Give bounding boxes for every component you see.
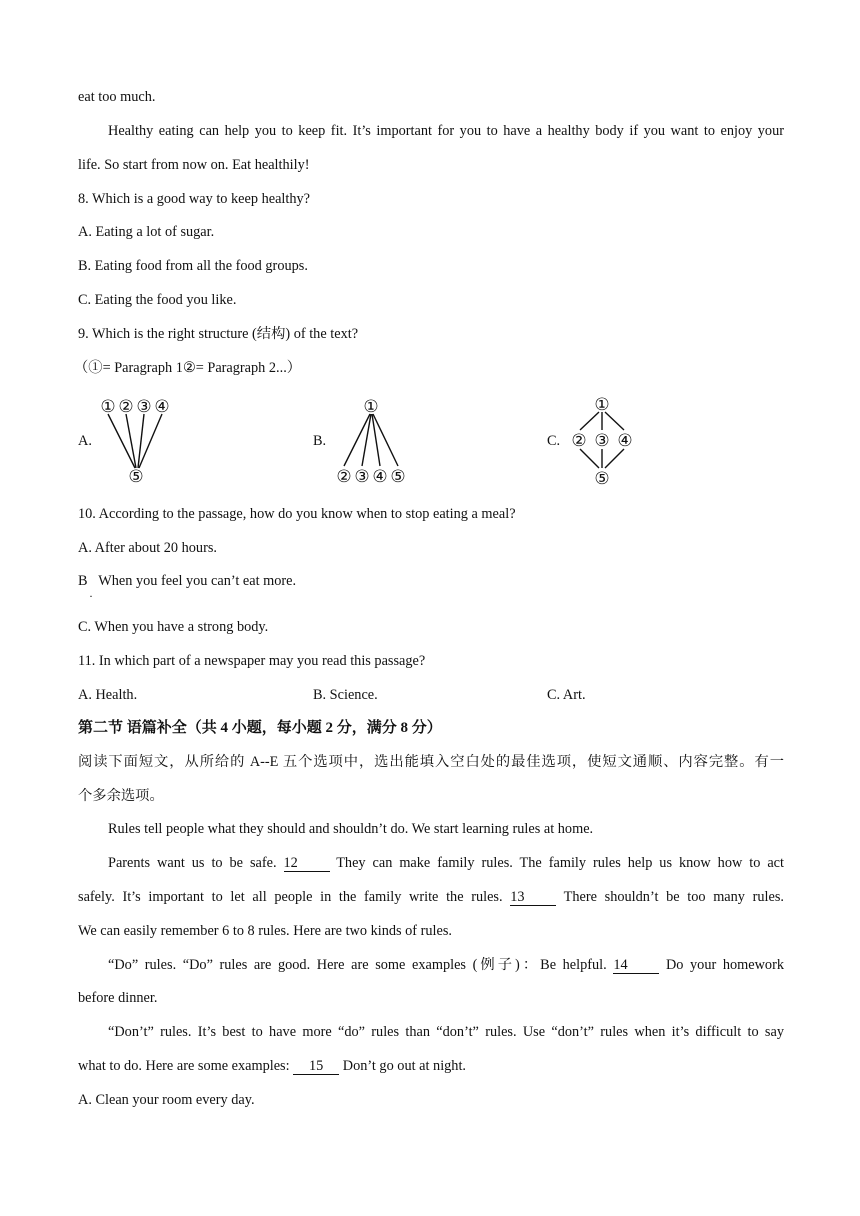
question-8-stem: 8. Which is a good way to keep healthy? [78, 191, 310, 207]
question-9-note: （①= Paragraph 1②= Paragraph 2...） [74, 360, 302, 376]
text-segment: “Do” rules. “Do” rules are good. Here are some examples (例子)：Be helpful. [108, 957, 607, 973]
text-segment: what to do. Here are some examples: [78, 1058, 290, 1074]
option-b-letter: B [78, 573, 88, 589]
question-10-option-b [78, 571, 296, 591]
paragraph-3-node: ③ [354, 467, 370, 487]
structure-diagram-c [566, 392, 638, 490]
paragraph-1-node: ① [594, 395, 610, 415]
paragraph-4-node: ④ [372, 467, 388, 487]
paragraph-3-node: ③ [136, 397, 152, 417]
question-9-stem: 9. Which is the right structure (结构) of the text? [78, 326, 359, 342]
section-heading: 第二节 语篇补全（共 4 小题，每小题 2 分，满分 8 分） [78, 720, 442, 736]
paragraph-3-node: ③ [594, 431, 610, 451]
question-11-stem: 11. In which part of a newspaper may you read this passage? [78, 653, 426, 669]
question-9-option-b-label: B. [313, 433, 327, 449]
text-segment: Do your homework [665, 957, 784, 973]
section-instructions: 个多余选项。 [78, 788, 164, 804]
question-10-option-c: C. When you have a strong body. [78, 619, 269, 635]
paragraph-2-node: ② [118, 397, 134, 417]
question-11-option-a: A. Health. [78, 687, 138, 703]
option-a: A. Clean your room every day. [78, 1092, 255, 1108]
passage-paragraph-2 [108, 853, 784, 873]
blank-12[interactable]: 12 [284, 855, 330, 872]
passage-paragraph-2: We can easily remember 6 to 8 rules. Here are two kinds of rules. [78, 923, 453, 939]
paragraph-5-node: ⑤ [594, 469, 610, 489]
paragraph-1-node: ① [100, 397, 116, 417]
question-10-option-a: A. After about 20 hours. [78, 540, 217, 556]
blank-14[interactable]: 14 [613, 957, 659, 974]
text-segment: There shouldn’t be too many rules. [563, 889, 784, 905]
paragraph-5-node: ⑤ [128, 467, 144, 487]
question-8-option-c: C. Eating the food you like. [78, 292, 237, 308]
passage-line: Healthy eating can help you to keep fit. It’s important for you to have a healthy body if you want to enjoy your [108, 123, 784, 139]
paragraph-4-node: ④ [154, 397, 170, 417]
passage-paragraph-1: Rules tell people what they should and shouldn’t do. We start learning rules at home. [108, 821, 594, 837]
question-11-option-c: C. Art. [547, 687, 586, 703]
section-instructions: 阅读下面短文，从所给的 A--E 五个选项中，选出能填入空白处的最佳选项，使短文通顺、内容完整。有一 [78, 754, 784, 770]
structure-diagram-a [98, 394, 178, 488]
paragraph-2-node: ② [336, 467, 352, 487]
option-b-dot: · [89, 589, 93, 603]
question-9-option-a-label: A. [78, 433, 92, 449]
option-b-text: When you feel you can’t eat more. [98, 573, 297, 589]
passage-paragraph-4: “Don’t” rules. It’s best to have more “do” rules than “don’t” rules. Use “don’t” rules when it’s difficult to say [108, 1024, 784, 1040]
passage-line: eat too much. [78, 89, 156, 105]
paragraph-4-node: ④ [617, 431, 633, 451]
paragraph-1-node: ① [363, 397, 379, 417]
question-11-option-b: B. Science. [313, 687, 378, 703]
text-segment: They can make family rules. The family rules help us know how to act [336, 855, 784, 871]
question-9-option-c-label: C. [547, 433, 561, 449]
structure-diagram-b [332, 394, 412, 488]
text-segment: Don’t go out at night. [342, 1058, 467, 1074]
paragraph-2-node: ② [571, 431, 587, 451]
passage-line: life. So start from now on. Eat healthily! [78, 157, 310, 173]
blank-15[interactable]: 15 [293, 1058, 339, 1075]
passage-paragraph-4 [78, 1056, 466, 1076]
paragraph-5-node: ⑤ [390, 467, 406, 487]
blank-13[interactable]: 13 [510, 889, 556, 906]
question-10-stem: 10. According to the passage, how do you know when to stop eating a meal? [78, 506, 516, 522]
question-8-option-b: B. Eating food from all the food groups. [78, 258, 308, 274]
passage-paragraph-3: before dinner. [78, 990, 158, 1006]
text-segment: Parents want us to be safe. [108, 855, 277, 871]
passage-paragraph-2 [78, 887, 784, 907]
question-8-option-a: A. Eating a lot of sugar. [78, 224, 215, 240]
text-segment: safely. It’s important to let all people in the family write the rules. [78, 889, 503, 905]
passage-paragraph-3 [108, 955, 784, 975]
